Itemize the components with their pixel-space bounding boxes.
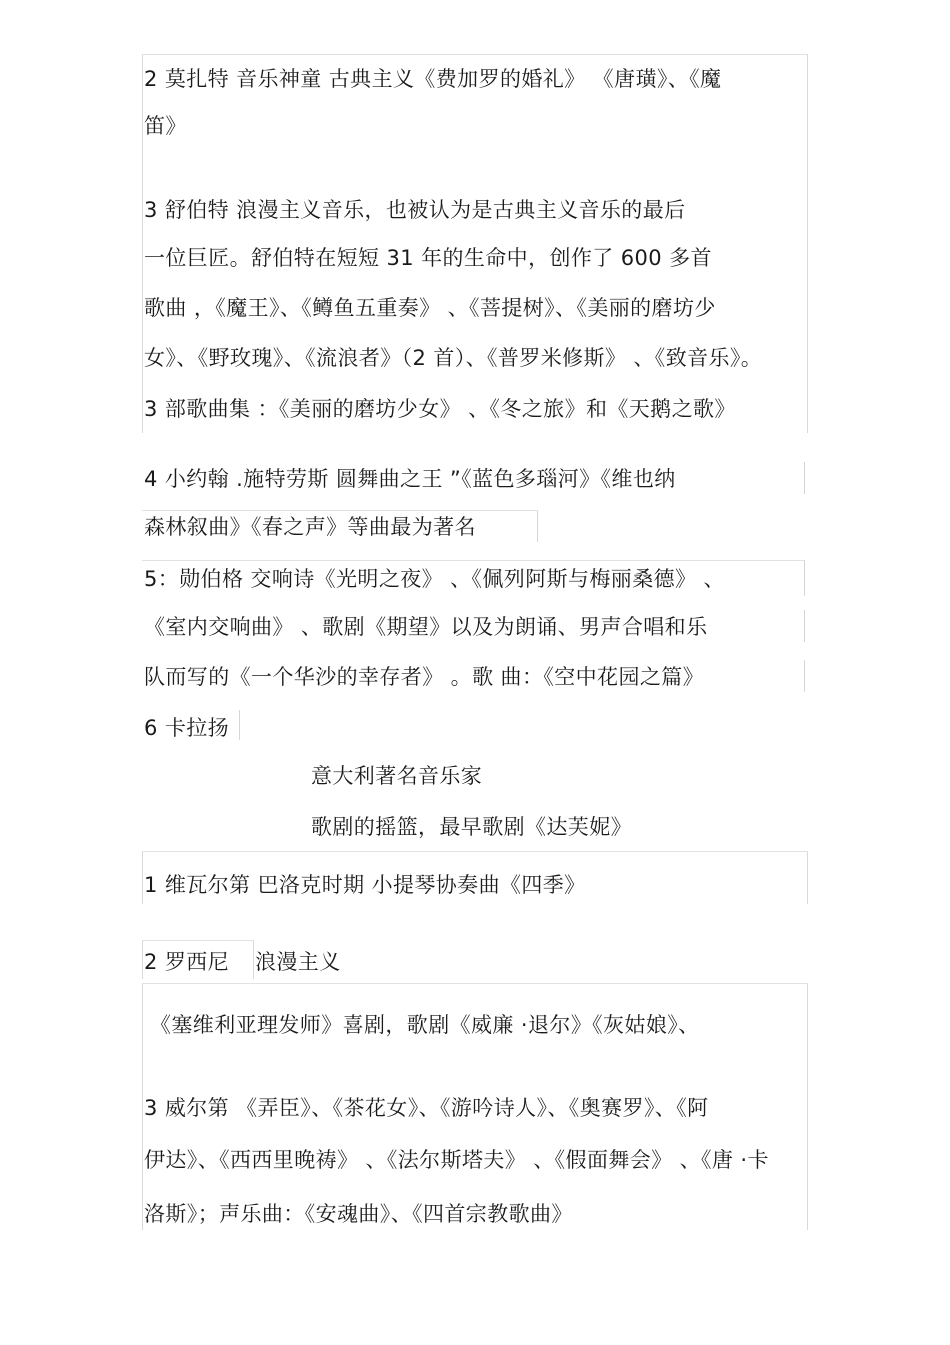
vivaldi-line: 1 维瓦尔第 巴洛克时期 小提琴协奏曲《四季》: [144, 873, 586, 897]
mozart-line-1: 2 莫扎特 音乐神童 古典主义《费加罗的婚礼》 《唐璜》、《魔: [144, 67, 722, 91]
verdi-line-3: 洛斯》；声乐曲：《安魂曲》、《四首宗教歌曲》: [144, 1202, 573, 1226]
schoenberg-line-2: 《室内交响曲》 、歌剧《期望》以及为朗诵、男声合唱和乐: [144, 615, 708, 639]
table-border: [142, 510, 538, 511]
karajan-line: 6 卡拉扬: [144, 716, 230, 740]
schubert-line-3: 歌曲 ，《魔王》、《鳟鱼五重奏》 、《菩提树》、《美丽的磨坊少: [144, 296, 716, 320]
italy-heading: 意大利著名音乐家: [311, 764, 483, 788]
table-border: [142, 560, 805, 561]
table-border: [804, 462, 805, 494]
table-border: [804, 660, 805, 692]
rossini-works: 《塞维利亚理发师》喜剧，歌剧《威廉 ·退尔》《灰姑娘》、: [150, 1013, 700, 1037]
schubert-line-1: 3 舒伯特 浪漫主义音乐，也被认为是古典主义音乐的最后: [144, 198, 686, 222]
strauss-line-2: 森林叙曲》《春之声》等曲最为著名: [144, 515, 476, 539]
table-border: [239, 710, 240, 740]
schoenberg-line-3: 队而写的《一个华沙的幸存者》 。歌 曲：《空中花园之篇》: [144, 665, 705, 689]
rossini-style: 浪漫主义: [255, 950, 341, 974]
table-border: [804, 560, 805, 596]
table-border: [804, 610, 805, 642]
strauss-line-1: 4 小约翰 .施特劳斯 圆舞曲之王 ”《蓝色多瑙河》《维也纳: [144, 467, 676, 491]
table-border: [537, 510, 538, 542]
rossini-name: 2 罗西尼: [144, 950, 230, 974]
mozart-line-2: 笛》: [144, 114, 187, 138]
schoenberg-line-1: 5：勋伯格 交响诗《光明之夜》 、《佩列阿斯与梅丽桑德》 、: [144, 567, 725, 591]
schubert-line-4: 女》、《野玫瑰》、《流浪者》（2 首）、《普罗米修斯》 、《致音乐》。: [144, 346, 763, 370]
verdi-line-2: 伊达》、《西西里晚祷》 、《法尔斯塔夫》 、《假面舞会》 、《唐 ·卡: [144, 1148, 769, 1172]
composer-block-frame: [142, 54, 808, 433]
italy-subheading: 歌剧的摇篮，最早歌剧《达芙妮》: [311, 815, 632, 839]
verdi-line-1: 3 威尔第 《弄臣》、《茶花女》、《游吟诗人》、《奥赛罗》、《阿: [144, 1096, 709, 1120]
schubert-line-5: 3 部歌曲集 ：《美丽的磨坊少女》 、《冬之旅》和《天鹅之歌》: [144, 397, 736, 421]
schubert-line-2: 一位巨匠。舒伯特在短短 31 年的生命中，创作了 600 多首: [144, 246, 712, 270]
